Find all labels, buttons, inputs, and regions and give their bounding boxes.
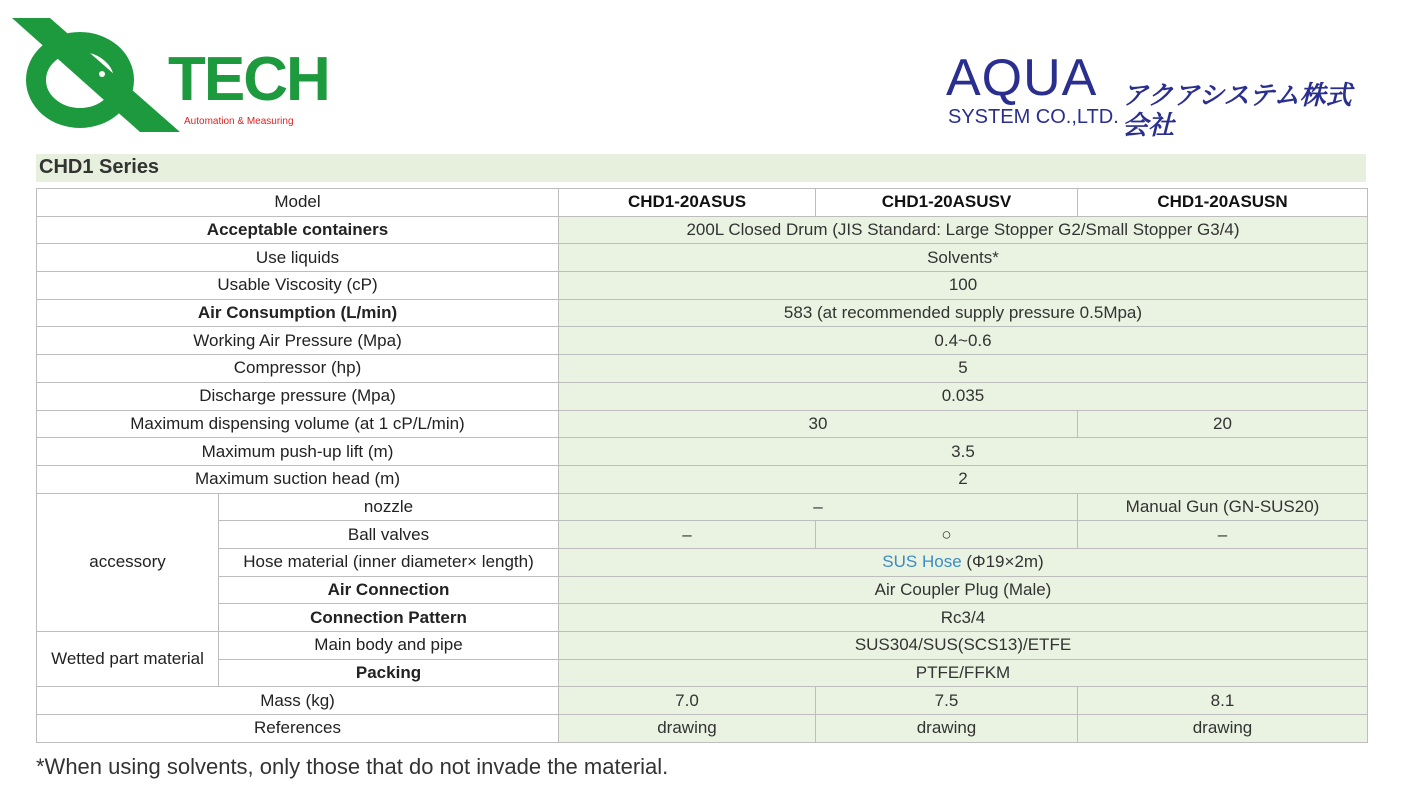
compressor-label: Compressor (hp) xyxy=(37,355,559,383)
ball-valves-value-3: – xyxy=(1078,521,1368,549)
air-connection-label: Air Connection xyxy=(219,576,559,604)
discharge-pressure-label: Discharge pressure (Mpa) xyxy=(37,382,559,410)
max-pushup-lift-label: Maximum push-up lift (m) xyxy=(37,438,559,466)
table-row xyxy=(37,548,1368,576)
discharge-pressure-value: 0.035 xyxy=(559,382,1368,410)
connection-pattern-label: Connection Pattern xyxy=(219,604,559,632)
ball-valves-label: Ball valves xyxy=(219,521,559,549)
acceptable-containers-label: Acceptable containers xyxy=(37,216,559,244)
wetted-group-label: Wetted part material xyxy=(37,632,219,687)
accessory-group-label: accessory xyxy=(37,493,219,631)
table-row xyxy=(37,715,1368,743)
use-liquids-label: Use liquids xyxy=(37,244,559,272)
hose-material-dimensions: (Φ19×2m) xyxy=(961,552,1044,572)
aqua-logo xyxy=(946,49,1366,140)
qtech-logo xyxy=(12,14,329,134)
table-row xyxy=(37,659,1368,687)
hose-material-label: Hose material (inner diameter× length) xyxy=(219,548,559,576)
nozzle-label: nozzle xyxy=(219,493,559,521)
table-row xyxy=(37,604,1368,632)
mass-value-1: 7.0 xyxy=(559,687,816,715)
mass-value-2: 7.5 xyxy=(816,687,1078,715)
table-row xyxy=(37,465,1368,493)
mass-label: Mass (kg) xyxy=(37,687,559,715)
table-row xyxy=(37,299,1368,327)
table-row xyxy=(37,272,1368,300)
qtech-name: TECH xyxy=(168,45,329,114)
packing-value: PTFE/FFKM xyxy=(559,659,1368,687)
ball-valves-value-2: ○ xyxy=(816,521,1078,549)
spec-table xyxy=(36,188,1368,743)
drawing-link-1[interactable]: drawing xyxy=(559,715,816,743)
mass-value-3: 8.1 xyxy=(1078,687,1368,715)
main-body-value: SUS304/SUS(SCS13)/ETFE xyxy=(559,632,1368,660)
ball-valves-value-1: – xyxy=(559,521,816,549)
table-row xyxy=(37,632,1368,660)
nozzle-value-2-link[interactable]: Manual Gun (GN-SUS20) xyxy=(1078,493,1368,521)
max-dispensing-volume-label: Maximum dispensing volume (at 1 cP/L/min) xyxy=(37,410,559,438)
air-consumption-value: 583 (at recommended supply pressure 0.5Mpa) xyxy=(559,299,1368,327)
connection-pattern-value: Rc3/4 xyxy=(559,604,1368,632)
compressor-value: 5 xyxy=(559,355,1368,383)
usable-viscosity-label: Usable Viscosity (cP) xyxy=(37,272,559,300)
model-col-3: CHD1-20ASUSN xyxy=(1078,189,1368,217)
max-dispensing-volume-value-1: 30 xyxy=(559,410,1078,438)
acceptable-containers-value: 200L Closed Drum (JIS Standard: Large Stopper G2/Small Stopper G3/4) xyxy=(559,216,1368,244)
table-row xyxy=(37,216,1368,244)
table-row xyxy=(37,438,1368,466)
model-label: Model xyxy=(37,189,559,217)
max-suction-head-label: Maximum suction head (m) xyxy=(37,465,559,493)
model-col-2: CHD1-20ASUSV xyxy=(816,189,1078,217)
table-row xyxy=(37,521,1368,549)
table-row xyxy=(37,687,1368,715)
table-header-row xyxy=(37,189,1368,217)
working-air-pressure-label: Working Air Pressure (Mpa) xyxy=(37,327,559,355)
drawing-link-2[interactable]: drawing xyxy=(816,715,1078,743)
references-label: References xyxy=(37,715,559,743)
sus-hose-link[interactable]: SUS Hose xyxy=(882,552,962,572)
series-title: CHD1 Series xyxy=(39,156,160,178)
working-air-pressure-value: 0.4~0.6 xyxy=(559,327,1368,355)
usable-viscosity-value: 100 xyxy=(559,272,1368,300)
main-body-label: Main body and pipe xyxy=(219,632,559,660)
table-row xyxy=(37,410,1368,438)
nozzle-value-1: – xyxy=(559,493,1078,521)
use-liquids-value: Solvents* xyxy=(559,244,1368,272)
hose-material-value xyxy=(559,548,1368,576)
max-dispensing-volume-value-2: 20 xyxy=(1078,410,1368,438)
table-row xyxy=(37,327,1368,355)
table-row xyxy=(37,244,1368,272)
series-header xyxy=(36,154,1366,182)
max-pushup-lift-value: 3.5 xyxy=(559,438,1368,466)
air-consumption-label: Air Consumption (L/min) xyxy=(37,299,559,327)
drawing-link-3[interactable]: drawing xyxy=(1078,715,1368,743)
qtech-tagline: Automation & Measuring xyxy=(184,116,294,127)
packing-label: Packing xyxy=(219,659,559,687)
max-suction-head-value: 2 xyxy=(559,465,1368,493)
table-row xyxy=(37,355,1368,383)
table-row xyxy=(37,576,1368,604)
table-row xyxy=(37,493,1368,521)
table-row xyxy=(37,382,1368,410)
aqua-name: AQUA xyxy=(946,49,1098,107)
aqua-company: SYSTEM CO.,LTD. xyxy=(948,106,1119,128)
aqua-japanese-name: アクアシステム株式会社 xyxy=(1122,80,1352,140)
air-connection-value: Air Coupler Plug (Male) xyxy=(559,576,1368,604)
footnote: *When using solvents, only those that do not invade the material. xyxy=(36,754,669,779)
model-col-1: CHD1-20ASUS xyxy=(559,189,816,217)
